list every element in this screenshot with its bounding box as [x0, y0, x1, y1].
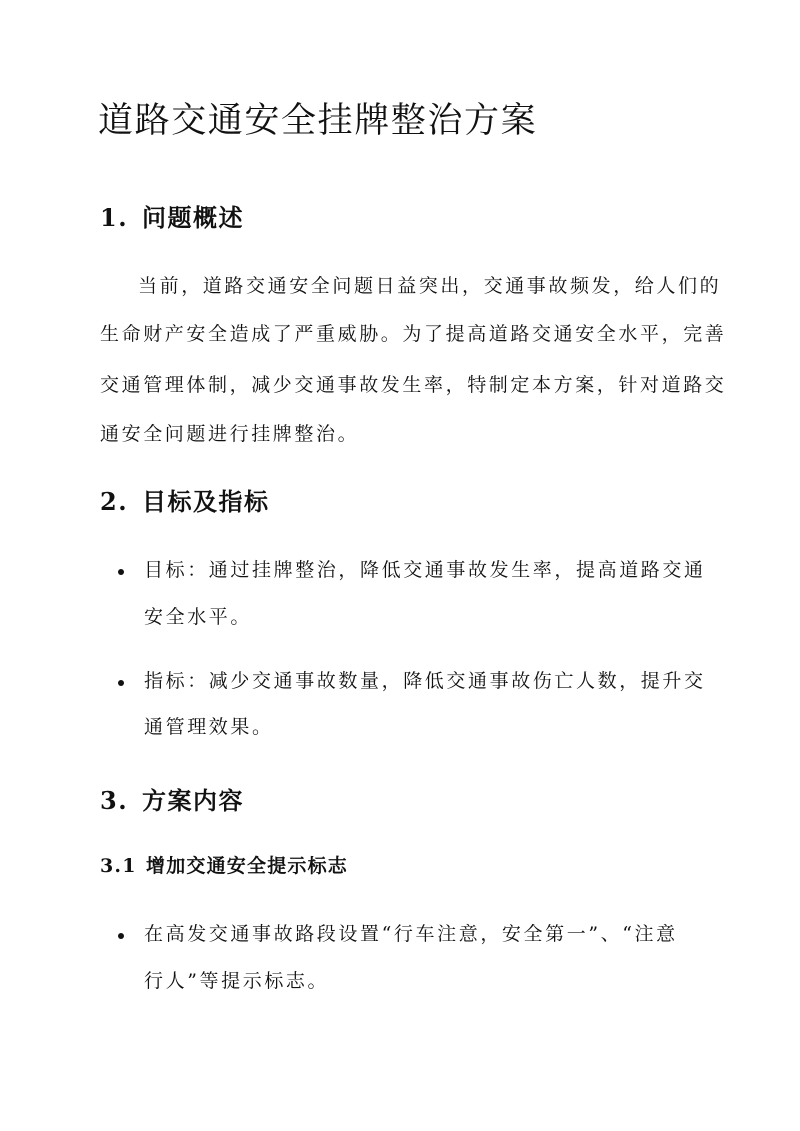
bullet-text-line: 行人”等提示标志。	[144, 970, 330, 992]
bullet-dot-icon	[118, 933, 124, 939]
subsection-title: 增加交通安全提示标志	[146, 855, 349, 877]
section-number: 1.	[100, 203, 129, 232]
section-heading-1	[100, 198, 244, 233]
paragraph-line: 当前，道路交通安全问题日益突出，交通事故频发，给人们的	[138, 275, 722, 297]
document-title: 道路交通安全挂牌整治方案	[98, 101, 538, 141]
section-title: 方案内容	[142, 786, 244, 815]
paragraph-line: 通安全问题进行挂牌整治。	[100, 423, 360, 445]
subsection-heading-3-1	[100, 851, 348, 878]
section-heading-3	[100, 781, 244, 816]
bullet-text-line: 在高发交通事故路段设置“行车注意，安全第一”、“注意	[144, 923, 678, 945]
bullet-dot-icon	[118, 680, 124, 686]
subsection-number: 3.1	[100, 855, 137, 877]
bullet-text-line: 指标：减少交通事故数量，降低交通事故伤亡人数，提升交	[144, 670, 706, 692]
bullet-text-line: 目标：通过挂牌整治，降低交通事故发生率，提高道路交通	[144, 559, 706, 581]
bullet-text-line: 通管理效果。	[144, 716, 274, 738]
paragraph-line: 交通管理体制，减少交通事故发生率，特制定本方案，针对道路交	[100, 374, 727, 396]
section-number: 2.	[100, 487, 129, 516]
bullet-text-line: 安全水平。	[144, 606, 253, 628]
paragraph-line: 生命财产安全造成了严重威胁。为了提高道路交通安全水平，完善	[100, 323, 727, 345]
section-title: 问题概述	[142, 203, 244, 232]
section-heading-2	[100, 482, 270, 517]
bullet-dot-icon	[118, 569, 124, 575]
section-number: 3.	[100, 786, 129, 815]
section-title: 目标及指标	[142, 487, 270, 516]
